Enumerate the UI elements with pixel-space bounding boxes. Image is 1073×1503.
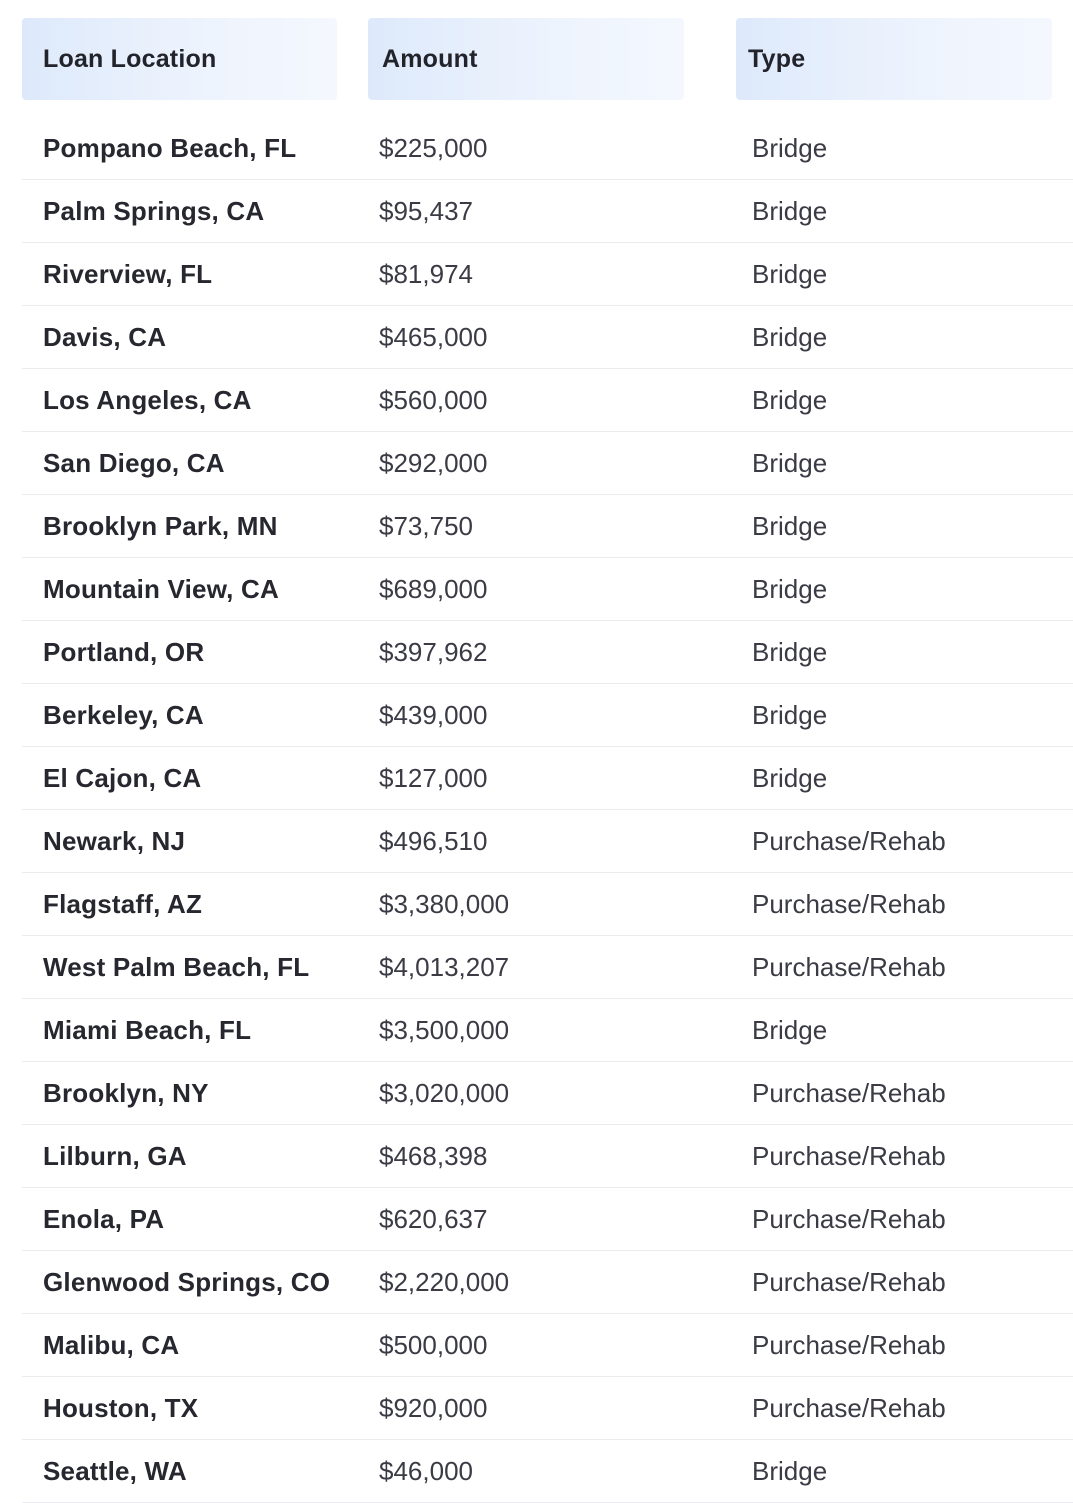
table-row [22, 1125, 1073, 1188]
loan-amount-cell: $46,000 [379, 1455, 473, 1486]
loan-amount-cell: $439,000 [379, 699, 488, 730]
loan-type-cell: Bridge [752, 321, 828, 352]
loan-type-cell: Purchase/Rehab [752, 1140, 946, 1171]
loan-type-cell: Purchase/Rehab [752, 1266, 946, 1297]
loan-type-cell: Bridge [752, 447, 828, 478]
column-header-type[interactable]: Type [736, 18, 1052, 100]
loan-type-cell: Bridge [752, 258, 828, 289]
loan-location-cell: Flagstaff, AZ [43, 888, 203, 919]
table-row [22, 306, 1073, 369]
loan-location-cell: Pompano Beach, FL [43, 132, 297, 163]
loan-location-cell: Brooklyn Park, MN [43, 510, 278, 541]
loan-amount-cell: $3,500,000 [379, 1014, 510, 1045]
loan-amount-cell: $4,013,207 [379, 951, 510, 982]
loan-amount-cell: $3,020,000 [379, 1077, 510, 1108]
loan-location-cell: Seattle, WA [43, 1455, 187, 1486]
table-row [22, 999, 1073, 1062]
loan-type-cell: Bridge [752, 1014, 828, 1045]
table-row [22, 495, 1073, 558]
loan-location-cell: Palm Springs, CA [43, 195, 265, 226]
loan-location-cell: Enola, PA [43, 1203, 165, 1234]
table-row [22, 117, 1073, 180]
loan-location-cell: Brooklyn, NY [43, 1077, 209, 1108]
loan-amount-cell: $500,000 [379, 1329, 488, 1360]
loan-type-cell: Bridge [752, 699, 828, 730]
column-header-amount[interactable]: Amount [368, 18, 684, 100]
loan-amount-cell: $127,000 [379, 762, 488, 793]
table-row [22, 432, 1073, 495]
column-header-location[interactable]: Loan Location [22, 18, 337, 100]
table-row [22, 243, 1073, 306]
loan-type-cell: Purchase/Rehab [752, 1329, 946, 1360]
table-row [22, 558, 1073, 621]
loan-location-cell: Miami Beach, FL [43, 1014, 252, 1045]
loan-type-cell: Purchase/Rehab [752, 825, 946, 856]
table-row [22, 1188, 1073, 1251]
table-row [22, 684, 1073, 747]
table-row [22, 1251, 1073, 1314]
loan-amount-cell: $468,398 [379, 1140, 488, 1171]
loan-amount-cell: $689,000 [379, 573, 488, 604]
loan-amount-cell: $81,974 [379, 258, 473, 289]
loan-amount-cell: $465,000 [379, 321, 488, 352]
loan-amount-cell: $225,000 [379, 132, 488, 163]
loan-location-cell: Lilburn, GA [43, 1140, 187, 1171]
loan-location-cell: West Palm Beach, FL [43, 951, 310, 982]
loan-location-cell: San Diego, CA [43, 447, 225, 478]
loan-amount-cell: $3,380,000 [379, 888, 510, 919]
loan-type-cell: Purchase/Rehab [752, 888, 946, 919]
loan-type-cell: Bridge [752, 762, 828, 793]
loan-location-cell: El Cajon, CA [43, 762, 202, 793]
loan-type-cell: Purchase/Rehab [752, 1203, 946, 1234]
loan-amount-cell: $620,637 [379, 1203, 488, 1234]
table-row [22, 936, 1073, 999]
loan-location-cell: Malibu, CA [43, 1329, 180, 1360]
table-row [22, 180, 1073, 243]
loan-location-cell: Riverview, FL [43, 258, 213, 289]
table-row [22, 873, 1073, 936]
loan-location-cell: Mountain View, CA [43, 573, 279, 604]
loan-amount-cell: $2,220,000 [379, 1266, 510, 1297]
loan-type-cell: Purchase/Rehab [752, 951, 946, 982]
loan-amount-cell: $292,000 [379, 447, 488, 478]
loan-location-cell: Los Angeles, CA [43, 384, 252, 415]
table-row [22, 1440, 1073, 1503]
loan-type-cell: Bridge [752, 195, 828, 226]
loan-location-cell: Houston, TX [43, 1392, 199, 1423]
table-row [22, 747, 1073, 810]
loan-amount-cell: $397,962 [379, 636, 488, 667]
loan-location-cell: Davis, CA [43, 321, 167, 352]
loan-type-cell: Purchase/Rehab [752, 1077, 946, 1108]
table-row [22, 1062, 1073, 1125]
loan-type-cell: Bridge [752, 384, 828, 415]
loan-type-cell: Purchase/Rehab [752, 1392, 946, 1423]
loan-amount-cell: $920,000 [379, 1392, 488, 1423]
loan-location-cell: Glenwood Springs, CO [43, 1266, 331, 1297]
table-row [22, 1314, 1073, 1377]
loan-location-cell: Berkeley, CA [43, 699, 204, 730]
loan-table [22, 18, 1073, 1486]
table-row [22, 810, 1073, 873]
loan-amount-cell: $73,750 [379, 510, 473, 541]
loan-type-cell: Bridge [752, 132, 828, 163]
table-row [22, 369, 1073, 432]
loan-type-cell: Bridge [752, 573, 828, 604]
loan-location-cell: Portland, OR [43, 636, 205, 667]
loan-amount-cell: $496,510 [379, 825, 488, 856]
table-row [22, 621, 1073, 684]
table-body [22, 117, 1073, 1503]
loan-amount-cell: $560,000 [379, 384, 488, 415]
loan-type-cell: Bridge [752, 636, 828, 667]
loan-amount-cell: $95,437 [379, 195, 473, 226]
loan-location-cell: Newark, NJ [43, 825, 186, 856]
loan-type-cell: Bridge [752, 510, 828, 541]
table-header [22, 18, 1073, 100]
loan-type-cell: Bridge [752, 1455, 828, 1486]
table-row [22, 1377, 1073, 1440]
